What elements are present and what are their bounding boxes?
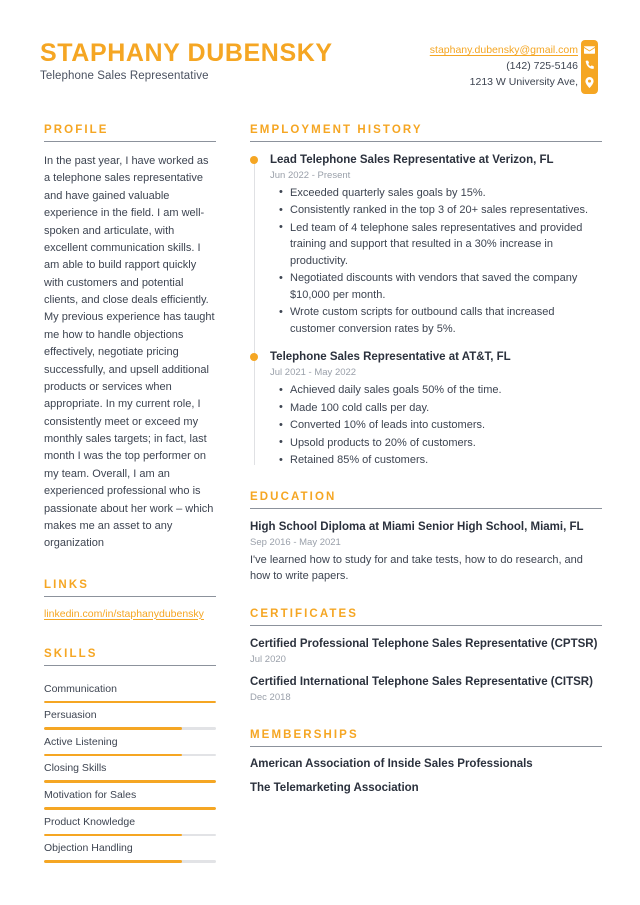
education-entry: [250, 520, 602, 584]
section-skills: [44, 648, 216, 863]
skill-label: Persuasion: [44, 709, 97, 722]
contact-email[interactable]: staphany.dubensky@gmail.com: [429, 44, 578, 56]
employment-date: Jun 2022 - Present: [270, 169, 351, 181]
candidate-job-title: Telephone Sales Representative: [40, 70, 209, 83]
section-rule: [44, 665, 216, 666]
list-item: • Upsold products to 20% of customers.: [290, 435, 602, 452]
section-links: [44, 579, 216, 620]
resume-header: [0, 0, 640, 110]
skill-item: [44, 783, 216, 810]
employment-bullets: [270, 382, 602, 469]
list-item: • Negotiated discounts with vendors that saved the company $10,000 per month.: [290, 270, 602, 303]
skill-fill: [44, 860, 182, 863]
section-rule: [250, 746, 602, 747]
skill-item: [44, 730, 216, 757]
section-title-links: LINKS: [44, 578, 89, 591]
employment-date: Jul 2021 - May 2022: [270, 367, 357, 379]
section-title-profile: PROFILE: [44, 124, 109, 136]
section-rule: [44, 141, 216, 142]
section-title-employment: EMPLOYMENT HISTORY: [250, 124, 423, 136]
list-item: • Retained 85% of customers.: [290, 452, 602, 469]
certificate-date: Dec 2018: [250, 692, 291, 704]
section-education: [250, 491, 602, 584]
envelope-icon: [584, 46, 595, 54]
skill-label: Product Knowledge: [44, 815, 136, 828]
skill-label: Closing Skills: [44, 762, 107, 775]
section-rule: [250, 508, 602, 509]
link-item[interactable]: linkedin.com/in/staphanydubensky: [44, 607, 204, 620]
list-item: • Achieved daily sales goals 50% of the time.: [290, 382, 602, 399]
timeline-dot-icon: [250, 353, 258, 361]
section-profile: [44, 124, 216, 553]
skill-label: Motivation for Sales: [44, 789, 137, 801]
left-column: [44, 124, 216, 883]
list-item: • Exceeded quarterly sales goals by 15%.: [290, 185, 602, 202]
contact-email-line: [430, 43, 578, 59]
candidate-name: STAPHANY DUBENSKY: [40, 39, 333, 67]
employment-entry: [270, 153, 602, 337]
education-title: High School Diploma at Miami Senior High School, Miami, FL: [250, 520, 584, 533]
name-block: [40, 40, 333, 82]
section-memberships: [250, 729, 602, 794]
section-employment: [250, 124, 602, 469]
skill-label: Active Listening: [44, 735, 118, 748]
skill-item: [44, 756, 216, 783]
skill-item: [44, 810, 216, 837]
section-title-memberships: MEMBERSHIPS: [250, 729, 359, 742]
section-rule: [44, 596, 216, 597]
contact-icon-bar: [581, 40, 598, 94]
employment-entry: [270, 350, 602, 468]
section-rule: [250, 141, 602, 142]
contact-phone: (142) 725-5146: [506, 59, 578, 72]
list-item: • Wrote custom scripts for outbound calls that increased customer conversion rates by 5%.: [290, 304, 602, 337]
section-certificates: [250, 608, 602, 703]
contact-address: 1213 W University Ave,: [469, 75, 578, 88]
certificate-title: Certified International Telephone Sales Representative (CITSR): [250, 676, 593, 689]
section-title-education: EDUCATION: [250, 490, 337, 503]
location-pin-icon: [585, 77, 594, 88]
certificate-entry: [250, 637, 602, 665]
list-item: • Converted 10% of leads into customers.: [290, 417, 602, 434]
skill-item: [44, 703, 216, 730]
education-date: Sep 2016 - May 2021: [250, 536, 341, 548]
employment-bullets: [270, 185, 602, 338]
section-title-certificates: CERTIFICATES: [250, 608, 359, 621]
certificate-date: Jul 2020: [250, 654, 286, 666]
membership-entry: The Telemarketing Association: [250, 782, 419, 795]
right-column: [250, 124, 602, 814]
timeline-dot-icon: [250, 156, 258, 164]
membership-entry: American Association of Inside Sales Professionals: [250, 758, 533, 771]
list-item: • Led team of 4 telephone sales representatives and provided training and support that resulted in a 30% increase in productivity.: [290, 220, 602, 270]
section-title-skills: SKILLS: [44, 647, 98, 660]
employment-timeline: [250, 153, 602, 469]
contact-block: [430, 43, 578, 91]
section-rule: [250, 625, 602, 626]
employment-title: Lead Telephone Sales Representative at Verizon, FL: [270, 154, 554, 166]
list-item: • Made 100 cold calls per day.: [290, 400, 602, 417]
skill-item: [44, 836, 216, 863]
skill-label: Communication: [44, 682, 117, 695]
certificate-title: Certified Professional Telephone Sales Representative (CPTSR): [250, 638, 598, 651]
skill-label: Objection Handling: [44, 842, 133, 855]
profile-text: In the past year, I have worked as a telephone sales representative and have gained valuable experience in the field. I am well-spoken and articulate, with excellent communication skills. I am able to build rapport quickly with customers and potential clients, and close deals efficiently. My previous experience has taught me how to handle objections effectively, negotiate pricing successfully, and upsell additional products or services when appropriate. In my current role, I consistently meet or exceed my monthly sales targets; in fact, last month I was the top performer on my team. Overall, I am an experienced professional who is passionate about her work – which makes me an asset to any organization: [44, 155, 215, 550]
list-item: • Consistently ranked in the top 3 of 20+ sales representatives.: [290, 202, 602, 219]
employment-title: Telephone Sales Representative at AT&T, FL: [270, 351, 511, 364]
education-description: I've learned how to study for and take tests, how to do research, and how to write papers.: [250, 553, 583, 583]
skill-item: [44, 677, 216, 704]
certificate-entry: [250, 675, 602, 703]
skill-track: [44, 860, 216, 863]
phone-icon: [585, 60, 595, 70]
